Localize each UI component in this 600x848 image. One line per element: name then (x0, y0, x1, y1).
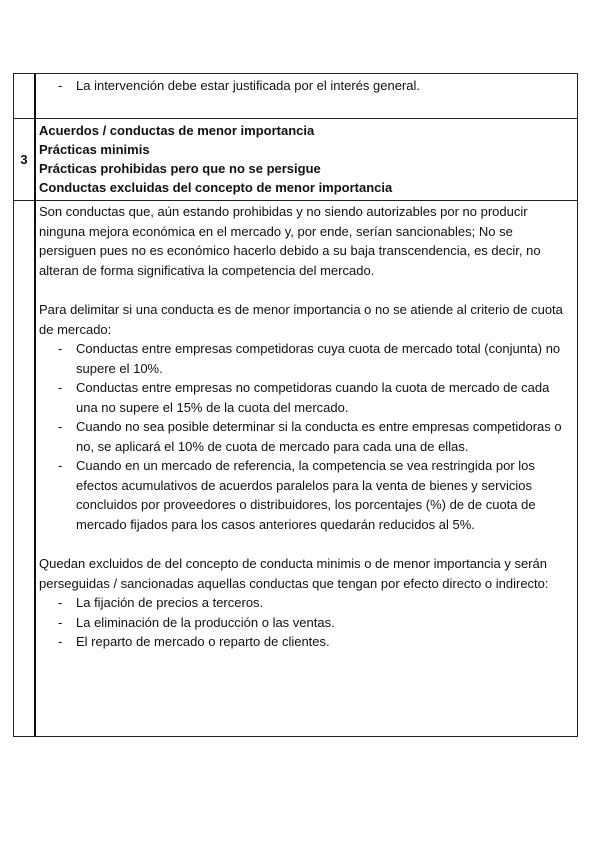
list-item-text: La intervención debe estar justificada por el interés general. (76, 78, 420, 93)
row-content (35, 201, 578, 737)
list-item: - La intervención debe estar justificada por el interés general. (58, 78, 420, 93)
bullet-list (39, 76, 573, 96)
section-heading: Prácticas prohibidas pero que no se persigue (39, 161, 321, 176)
list-item: - Cuando en un mercado de referencia, la competencia se vea restringida por los efectos acumulativos de acuerdos paralelos para la venta de bienes y servicios concluidos por proveedores o distribuidores, los porcentajes (%) de de cuota de mercado fijados para los casos anteriores quedarán reducidos al 5%. (58, 458, 536, 532)
section-heading: Prácticas minimis (39, 142, 150, 157)
list-item-text: La fijación de precios a terceros. (76, 595, 264, 610)
list-item: - La eliminación de la producción o las ventas. (58, 614, 335, 630)
table-row (14, 201, 578, 737)
list-item: - Cuando no sea posible determinar si la conducta es entre empresas competidoras o no, se aplicará el 10% de cuota de mercado para cada una de ellas. (58, 419, 562, 454)
list-item-text: La eliminación de la producción o las ventas. (76, 614, 335, 630)
criteria-list (39, 339, 573, 534)
list-item: - Conductas entre empresas no competidoras cuando la cuota de mercado de cada una no supere el 15% de la cuota del mercado. (58, 380, 550, 415)
row-content (35, 74, 578, 119)
table-row (14, 119, 578, 201)
criteria-paragraph: Para delimitar si una conducta es de menor importancia o no se atiende al criterio de cuota de mercado: (39, 302, 563, 337)
list-item: - El reparto de mercado o reparto de clientes. (58, 634, 330, 649)
table-row (14, 74, 578, 119)
list-item-text: Cuando en un mercado de referencia, la competencia se vea restringida por los efectos acumulativos de acuerdos paralelos para la venta de bienes y servicios concluidos por proveedores o distribuidores, los porcentajes (%) de de cuota de mercado fijados para los casos anteriores quedarán reducidos al 5%. (76, 458, 536, 532)
list-item-text: Conductas entre empresas no competidoras cuando la cuota de mercado de cada una no supere el 15% de la cuota del mercado. (76, 380, 550, 415)
document-table (13, 73, 578, 737)
list-item-text: Conductas entre empresas competidoras cuya cuota de mercado total (conjunta) no supere el 10%. (76, 341, 561, 376)
row-number (14, 201, 36, 737)
excluded-paragraph: Quedan excluidos de del concepto de conducta minimis o de menor importancia y serán perseguidas / sancionadas aquellas conductas que tengan por efecto directo o indirecto: (39, 556, 549, 591)
row-number: 3 (14, 119, 36, 201)
row-number (14, 74, 36, 119)
section-heading: Conductas excluidas del concepto de menor importancia (39, 180, 393, 195)
list-item-text: El reparto de mercado o reparto de clientes. (76, 634, 330, 649)
section-heading: Acuerdos / conductas de menor importancia (39, 123, 315, 138)
list-item-text: Cuando no sea posible determinar si la conducta es entre empresas competidoras o no, se aplicará el 10% de cuota de mercado para cada una de ellas. (76, 419, 562, 454)
intro-paragraph: Son conductas que, aún estando prohibidas y no siendo autorizables por no producir ninguna mejora económica en el mercado y, por ende, serían sancionables; No se persiguen pues no es económico hacerlo debido a su baja transcendencia, es decir, no alteran de forma significativa la competencia del mercado. (39, 204, 541, 278)
row-content (35, 119, 578, 201)
list-item: - Conductas entre empresas competidoras cuya cuota de mercado total (conjunta) no supere el 10%. (58, 341, 561, 376)
list-item: - La fijación de precios a terceros. (58, 595, 264, 610)
excluded-list (39, 593, 573, 652)
